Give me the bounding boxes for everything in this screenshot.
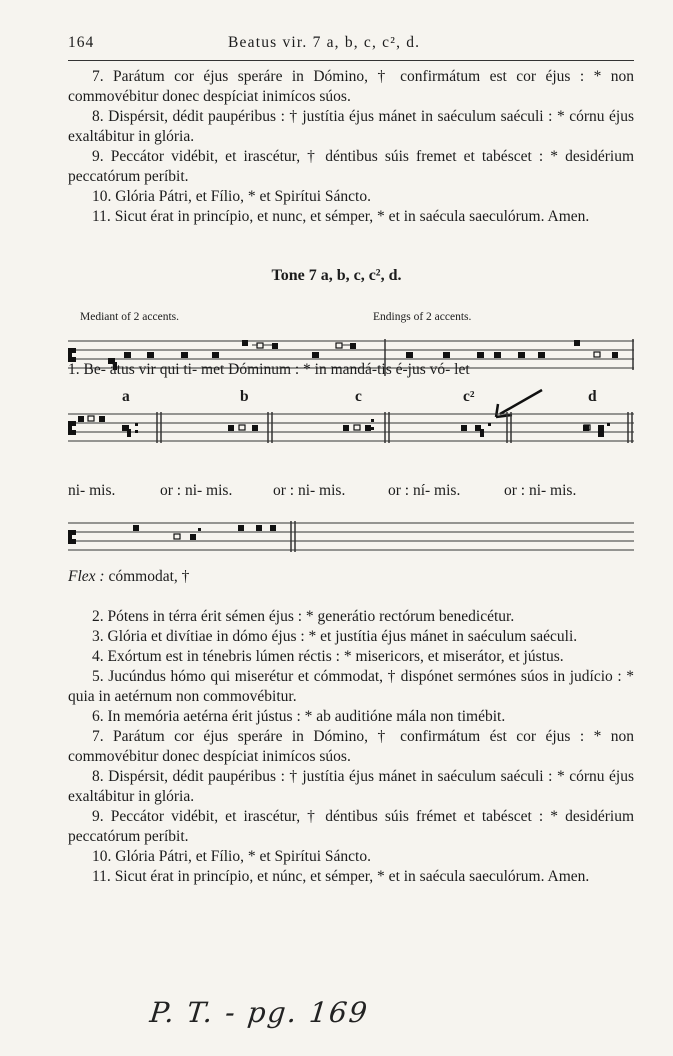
ending-letters [0, 388, 673, 408]
bottom-verse-3: 3. Glória et divítiae in dómo éjus : * et justítia éjus mánet in saéculum saéculi. [92, 628, 578, 645]
bottom-verse-5: 5. Jucúndus hómo qui miserétur et cómmodat, † dispónet sermónes súos in judício : * quia in aetérnum non commovébitur. [68, 668, 634, 705]
ending-syllable-c: or : ni- mis. [273, 482, 346, 499]
top-verse-9: 9. Peccátor vidébit, et irascétur, † déntibus súis fremet et tabéscet : * desidérium peccatórum períbit. [68, 148, 634, 185]
tone-title: Tone 7 a, b, c, c², d. [271, 267, 402, 284]
header-rule [68, 60, 634, 61]
chant-staff-2 [0, 409, 673, 449]
handwritten-note: P. T. - pg. 169 [148, 996, 371, 1029]
running-title: Beatus vir. 7 a, b, c, c², d. [228, 34, 421, 51]
bottom-verse-6: 6. In memória aetérna érit jústus : * ab auditióne mála non timébit. [92, 708, 506, 725]
bottom-verse-9: 9. Peccátor vidébit, et irascétur, † déntibus súis frémet et tabéscet : * desidérium peccatórum períbit. [68, 808, 634, 845]
ending-syllable-c2: or : ní- mis. [388, 482, 461, 499]
endings-caption: Endings of 2 accents. [373, 311, 472, 323]
top-verse-10: 10. Glória Pátri, et Fílio, * et Spirítui Sáncto. [92, 188, 371, 205]
bottom-verse-10: 10. Glória Pátri, et Fílio, * et Spirítui Sáncto. [92, 848, 371, 865]
mediant-caption: Mediant of 2 accents. [80, 311, 179, 323]
bottom-verse-4: 4. Exórtum est in ténebris lúmen réctis : * misericors, et miserátor, et jústus. [92, 648, 564, 665]
top-verse-11: 11. Sicut érat in princípio, et nunc, et sémper, * et in saécula saeculórum. Amen. [92, 208, 590, 225]
bottom-verse-11: 11. Sicut érat in princípio, et núnc, et sémper, * et in saécula saeculórum. Amen. [92, 868, 590, 885]
ending-letter-d: d [588, 388, 597, 405]
top-verse-8: 8. Dispérsit, dédit paupéribus : † justítia éjus mánet in saéculum saéculi : * córnu éjus exaltábitur in glória. [68, 108, 635, 145]
ending-syllable-b: or : ni- mis. [160, 482, 233, 499]
flex-label: Flex : [68, 568, 105, 585]
ending-letter-a: a [122, 388, 130, 405]
bottom-verse-2: 2. Pótens in térra érit sémen éjus : * generátio rectórum benedicétur. [92, 608, 515, 625]
bottom-verse-8: 8. Dispérsit, dédit paupéribus : † justítia éjus mánet in saéculum saéculi : * córnu éjus exaltábitur in glória. [68, 768, 635, 805]
ending-syllable-d: or : ni- mis. [504, 482, 577, 499]
ending-letter-b: b [240, 388, 249, 405]
ending-letter-c2: c² [463, 388, 475, 405]
bottom-verses [68, 607, 634, 887]
top-verses [68, 67, 634, 227]
lyric-line-1: 1. Be- átus vir qui ti- met Dóminum : * in mandá-tis é-jus vó- let [68, 361, 470, 378]
flex-text: cómmodat, † [108, 568, 190, 585]
running-head [68, 34, 634, 56]
ending-syllable-a: ni- mis. [68, 482, 116, 499]
bottom-verse-7: 7. Parátum cor éjus speráre in Dómino, † confirmátum ést cor éjus : * non commovébitur donec despíciat inimícos súos. [68, 728, 634, 765]
page-number: 164 [68, 34, 95, 51]
flex-line [68, 568, 189, 586]
chant-staff-3 [0, 518, 673, 558]
ending-letter-c: c [355, 388, 362, 405]
top-verse-7: 7. Parátum cor éjus speráre in Dómino, † confirmátum est cor éjus : * non commovébitur donec despíciat inimícos súos. [68, 68, 634, 105]
